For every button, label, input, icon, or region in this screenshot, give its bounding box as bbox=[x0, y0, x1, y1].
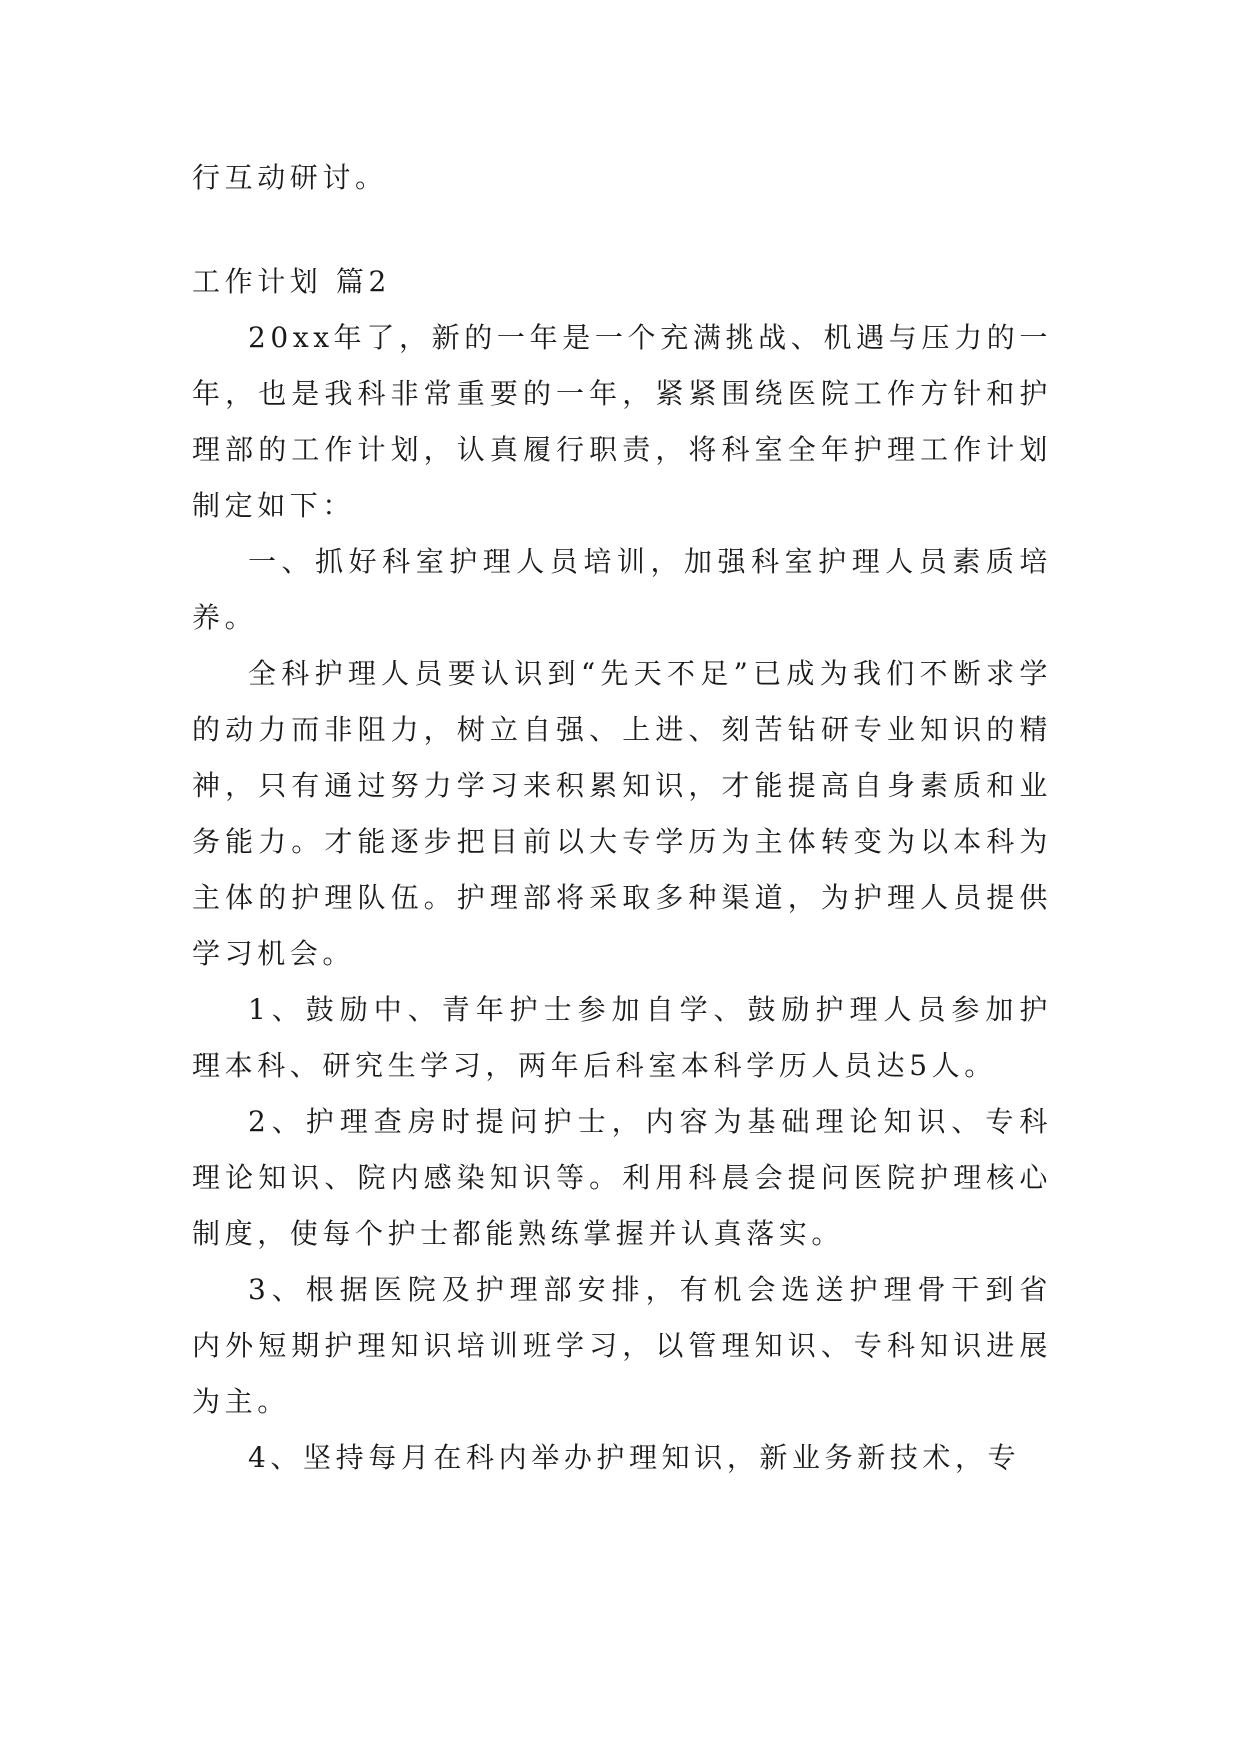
paragraph-body: 全科护理人员要认识到“先天不足”已成为我们不断求学的动力而非阻力，树立自强、上进、刻苦钻研专业知识的精神，只有通过努力学习来积累知识，才能提高自身素质和业务能力。才能逐步把目前以大专学历为主体转变为以本科为主体的护理队伍。护理部将采取多种渠道，为护理人员提供学习机会。 bbox=[192, 657, 1052, 970]
document-body bbox=[192, 150, 1052, 1486]
paragraph-point-1: 1、鼓励中、青年护士参加自学、鼓励护理人员参加护理本科、研究生学习，两年后科室本科学历人员达5人。 bbox=[192, 993, 1052, 1082]
paragraph-point-2: 2、护理查房时提问护士，内容为基础理论知识、专科理论知识、院内感染知识等。利用科晨会提问医院护理核心制度，使每个护士都能熟练掌握并认真落实。 bbox=[192, 1105, 1052, 1250]
section-heading: 工作计划 篇2 bbox=[192, 265, 391, 298]
paragraph-point-4: 4、坚持每月在科内举办护理知识，新业务新技术，专 bbox=[248, 1441, 1021, 1474]
paragraph-item-heading-1: 一、抓好科室护理人员培训，加强科室护理人员素质培养。 bbox=[192, 545, 1052, 634]
paragraph-intro: 20xx年了，新的一年是一个充满挑战、机遇与压力的一年，也是我科非常重要的一年，紧紧围绕医院工作方针和护理部的工作计划，认真履行职责，将科室全年护理工作计划制定如下： bbox=[192, 321, 1052, 522]
intro-continuation: 行互动研讨。 bbox=[192, 161, 388, 194]
paragraph-point-3: 3、根据医院及护理部安排，有机会选送护理骨干到省内外短期护理知识培训班学习，以管理知识、专科知识进展为主。 bbox=[192, 1273, 1052, 1418]
